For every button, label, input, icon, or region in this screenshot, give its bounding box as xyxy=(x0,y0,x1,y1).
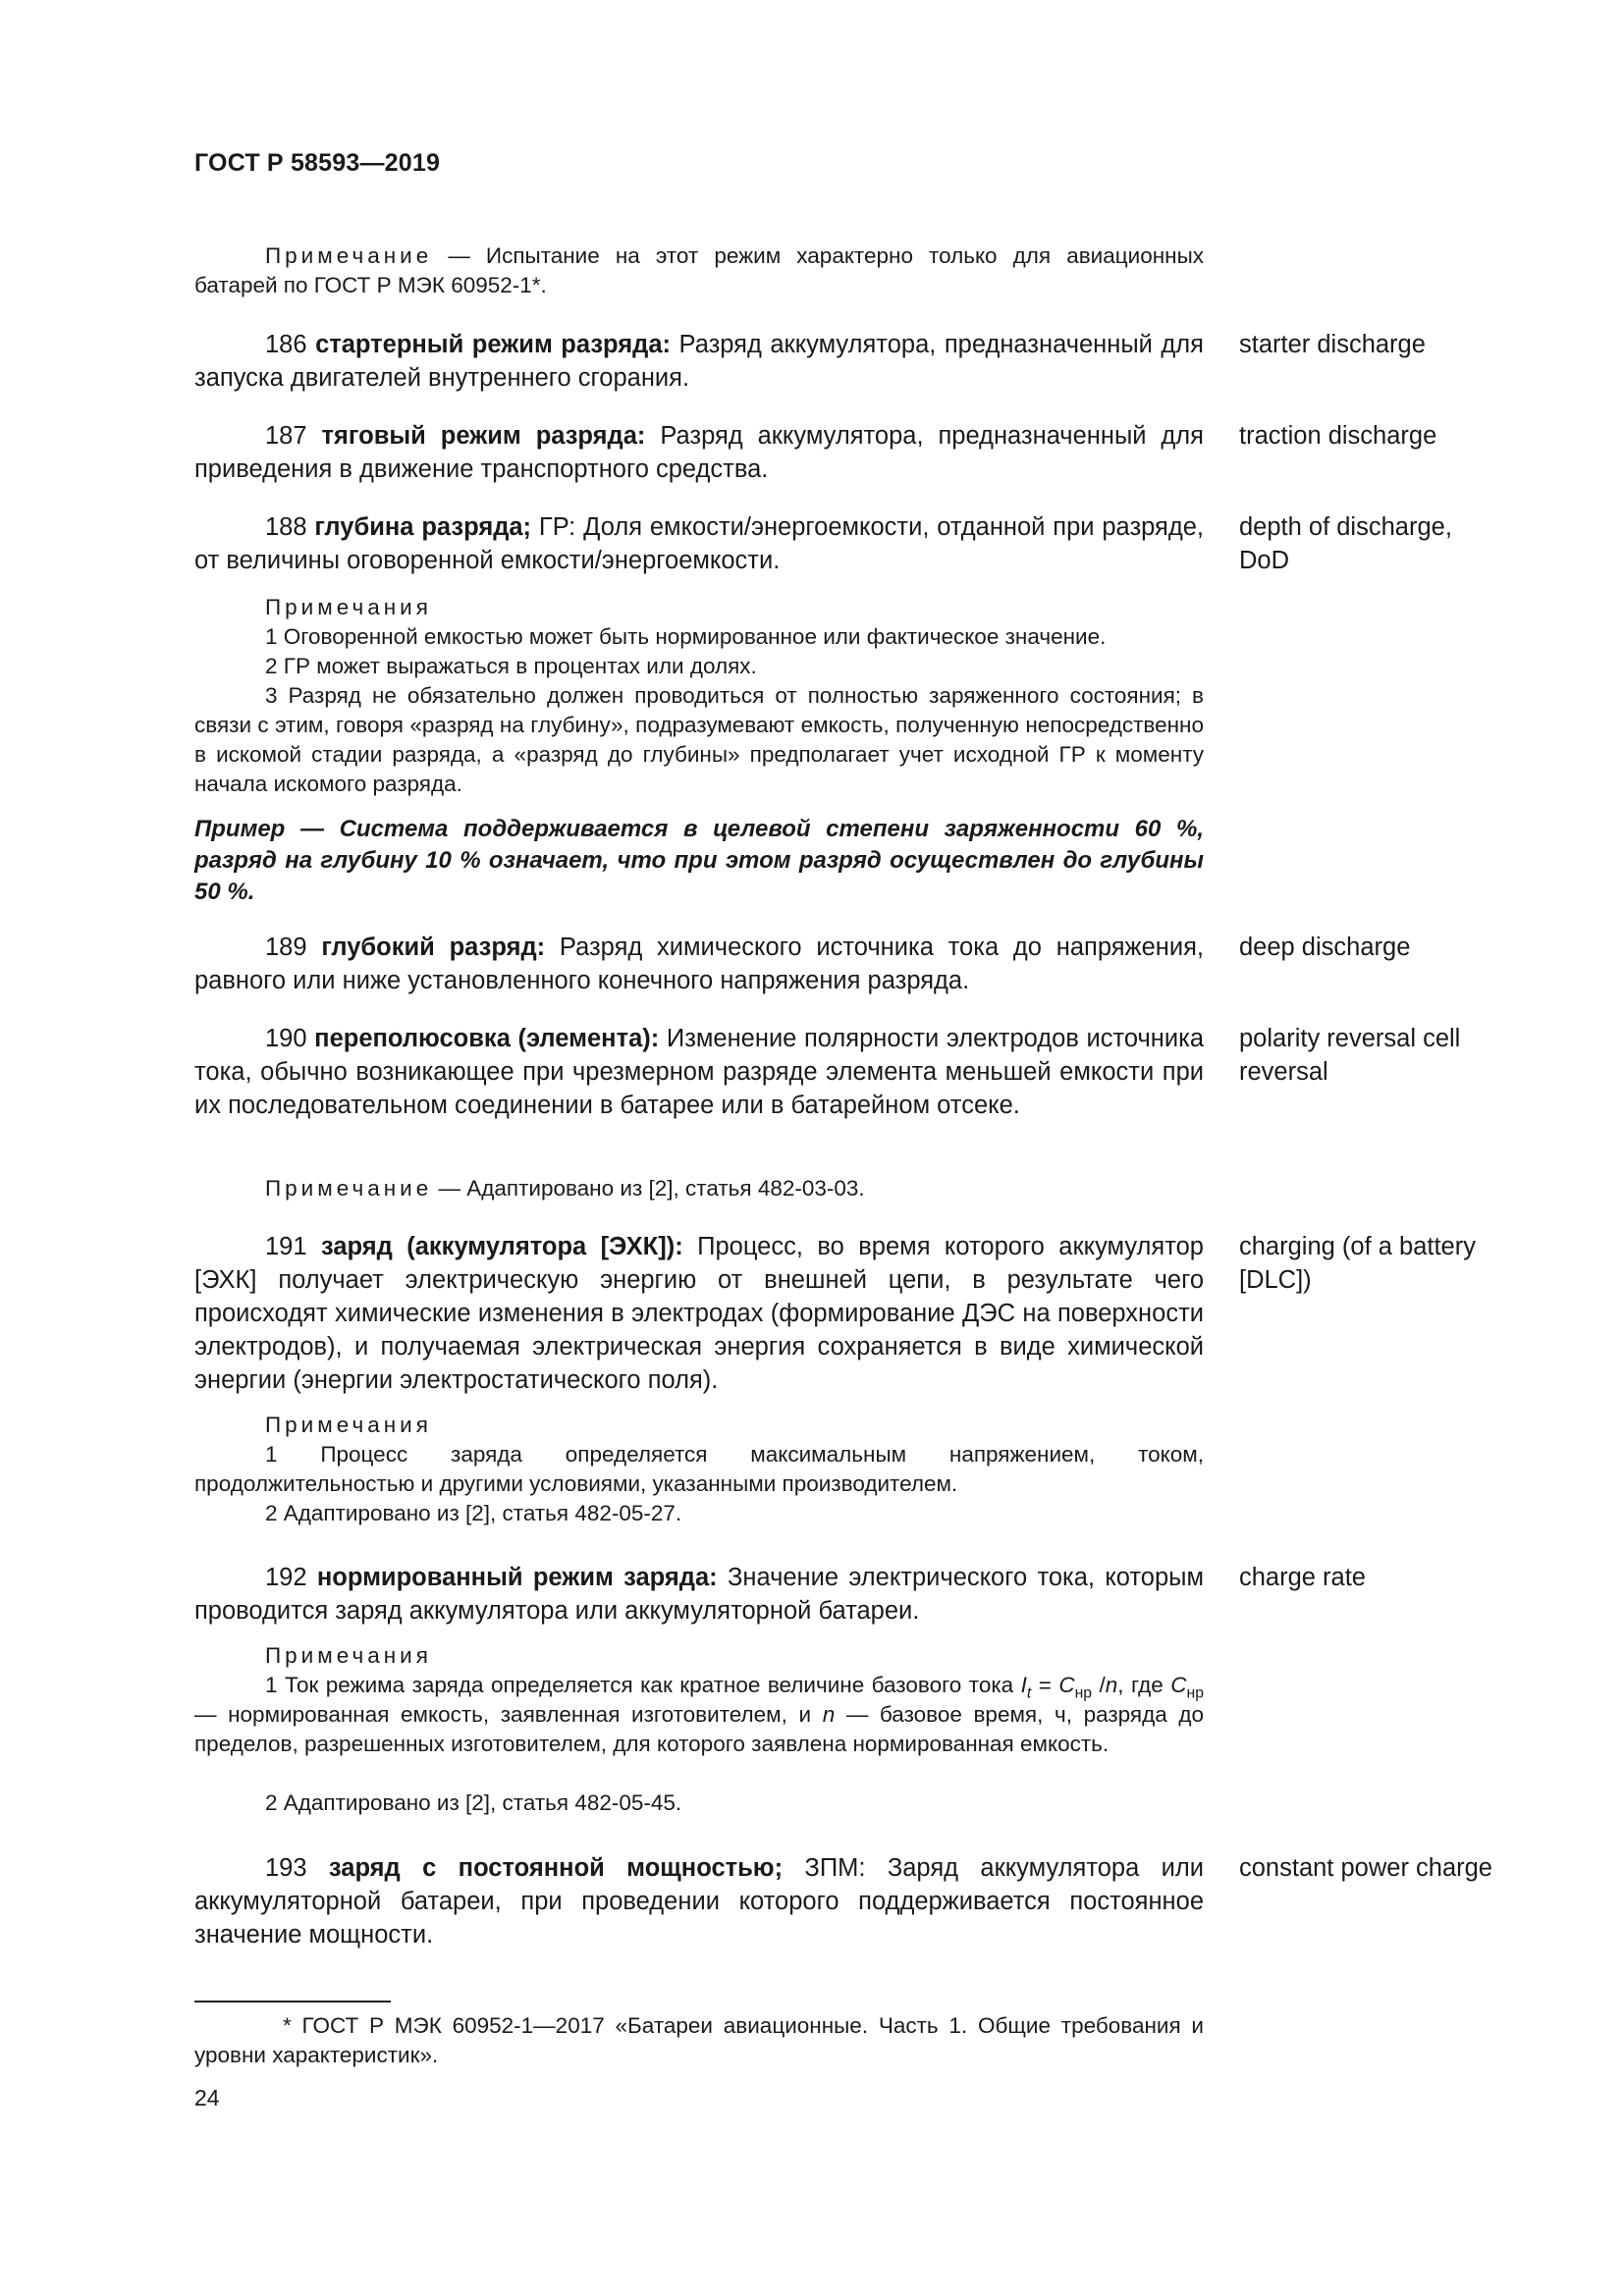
term-190-definition xyxy=(194,1022,1204,1122)
term-186-definition xyxy=(194,328,1204,395)
term-191-note-1: 1 Процесс заряда определяется максимальным напряжением, током, продолжительностью и другими условиями, указанными производителем. xyxy=(194,1442,1204,1496)
term-188-note-3: 3 Разряд не обязательно должен проводиться от полностью заряженного состояния; в связи с этим, говоря «разряд на глубину», подразумевают емкость, полученную непосредственно в искомой стадии разряда, а «разряд до глубины» предполагает учет исходной ГР к моменту начала искомого разряда. xyxy=(194,683,1204,796)
term-188-english: depth of discharge, DoD xyxy=(1239,513,1452,574)
term-188-example: Пример — Система поддерживается в целевой степени заряженности 60 %, разряд на глубину 10 % означает, что при этом разряд осуществлен до глубины 50 %. xyxy=(194,816,1204,905)
term-name: стартерный режим разряда: xyxy=(315,331,672,358)
term-number: 187 xyxy=(265,422,307,450)
term-189-english: deep discharge xyxy=(1239,934,1411,961)
term-number: 186 xyxy=(265,331,307,358)
term-191-notes-label: Примечания xyxy=(265,1413,432,1437)
term-name: заряд с постоянной мощностью; xyxy=(328,1854,784,1882)
term-188-definition xyxy=(194,510,1204,577)
term-189-definition xyxy=(194,931,1204,997)
term-definition: Разряд аккумулятора, предназначенный для приведения в движение транспортного средства. xyxy=(194,422,1204,483)
term-name: заряд (аккумулятора [ЭХК]): xyxy=(320,1233,683,1260)
footnote-divider xyxy=(194,2001,391,2002)
term-number: 193 xyxy=(265,1854,307,1882)
term-188-note-2: 2 ГР может выражаться в процентах или долях. xyxy=(265,654,757,678)
term-definition: ГР: Доля емкости/энергоемкости, отданной при разряде, от величины оговоренной емкости/энергоемкости. xyxy=(194,513,1204,574)
term-192-note-1: 1 Ток режима заряда определяется как кратное величине базового тока $I_t = C_{нр}$ /n, где $C_{нр}$ — нормированная емкость, заявленная изготовителем, и n — базовое время, ч, разряда до пределов, разрешенных изготовителем, для которого заявлена нормированная емкость. xyxy=(194,1673,1205,1756)
term-number: 189 xyxy=(265,934,307,961)
term-number: 190 xyxy=(265,1025,307,1052)
document-header: ГОСТ Р 58593—2019 xyxy=(194,149,441,177)
top-note xyxy=(194,241,1204,300)
term-name: переполюсовка (элемента): xyxy=(314,1025,660,1052)
term-definition: Изменение полярности электродов источника тока, обычно возникающее при чрезмерном разряде элемента меньшей емкости при их последовательном соединении в батарее или в батарейном отсеке. xyxy=(194,1025,1204,1119)
term-192-english: charge rate xyxy=(1239,1564,1366,1591)
term-name: глубокий разряд: xyxy=(321,934,546,961)
term-number: 192 xyxy=(265,1564,307,1591)
term-192-notes-label: Примечания xyxy=(265,1643,432,1668)
term-186-english: starter discharge xyxy=(1239,331,1426,358)
term-192-definition xyxy=(194,1561,1204,1628)
term-name: глубина разряда; xyxy=(314,513,532,541)
term-187-english: traction discharge xyxy=(1239,422,1437,450)
term-definition: ЗПМ: Заряд аккумулятора или аккумуляторной батареи, при проведении которого поддерживается постоянное значение мощности. xyxy=(194,1854,1204,1949)
term-definition: Процесс, во время которого аккумулятор [ЭХК] получает электрическую энергию от внешней цепи, в результате чего происходят химические изменения в электродах (формирование ДЭС на поверхности электродов), и получаемая электрическая энергия сохраняется в виде химической энергии (энергии электростатического поля). xyxy=(194,1233,1204,1394)
term-190-english: polarity reversal cell reversal xyxy=(1239,1025,1461,1086)
term-188-notes-label: Примечания xyxy=(265,595,432,619)
term-191-english: charging (of a battery [DLC]) xyxy=(1239,1233,1476,1294)
term-definition: Разряд аккумулятора, предназначенный для запуска двигателей внутреннего сгорания. xyxy=(194,331,1204,392)
term-188-note-1: 1 Оговоренной емкостью может быть нормированное или фактическое значение. xyxy=(265,624,1107,649)
term-190-note: Примечание — Адаптировано из [2], статья 482-03-03. xyxy=(265,1176,865,1201)
note-label: Примечание xyxy=(265,243,433,268)
term-name: нормированный режим заряда: xyxy=(316,1564,718,1591)
term-193-definition xyxy=(194,1851,1204,1951)
term-191-definition xyxy=(194,1230,1204,1397)
term-192-note-2: 2 Адаптировано из [2], статья 482-05-45. xyxy=(265,1790,682,1815)
page-number: 24 xyxy=(194,2085,220,2110)
note-text: — Испытание на этот режим характерно только для авиационных батарей по ГОСТ Р МЭК 60952-1*. xyxy=(194,243,1204,297)
term-name: тяговый режим разряда: xyxy=(321,422,646,450)
footnote: * ГОСТ Р МЭК 60952-1—2017 «Батареи авиационные. Часть 1. Общие требования и уровни характеристик». xyxy=(194,2013,1204,2067)
term-number: 191 xyxy=(265,1233,307,1260)
formula: $I_t$ xyxy=(1020,1673,1032,1702)
term-number: 188 xyxy=(265,513,307,541)
term-definition: Разряд химического источника тока до напряжения, равного или ниже установленного конечного напряжения разряда. xyxy=(194,934,1204,994)
term-187-definition xyxy=(194,419,1204,486)
term-193-english: constant power charge xyxy=(1239,1854,1492,1882)
term-191-note-2: 2 Адаптировано из [2], статья 482-05-27. xyxy=(265,1501,682,1525)
term-definition: Значение электрического тока, которым проводится заряд аккумулятора или аккумуляторной батареи. xyxy=(194,1564,1204,1625)
